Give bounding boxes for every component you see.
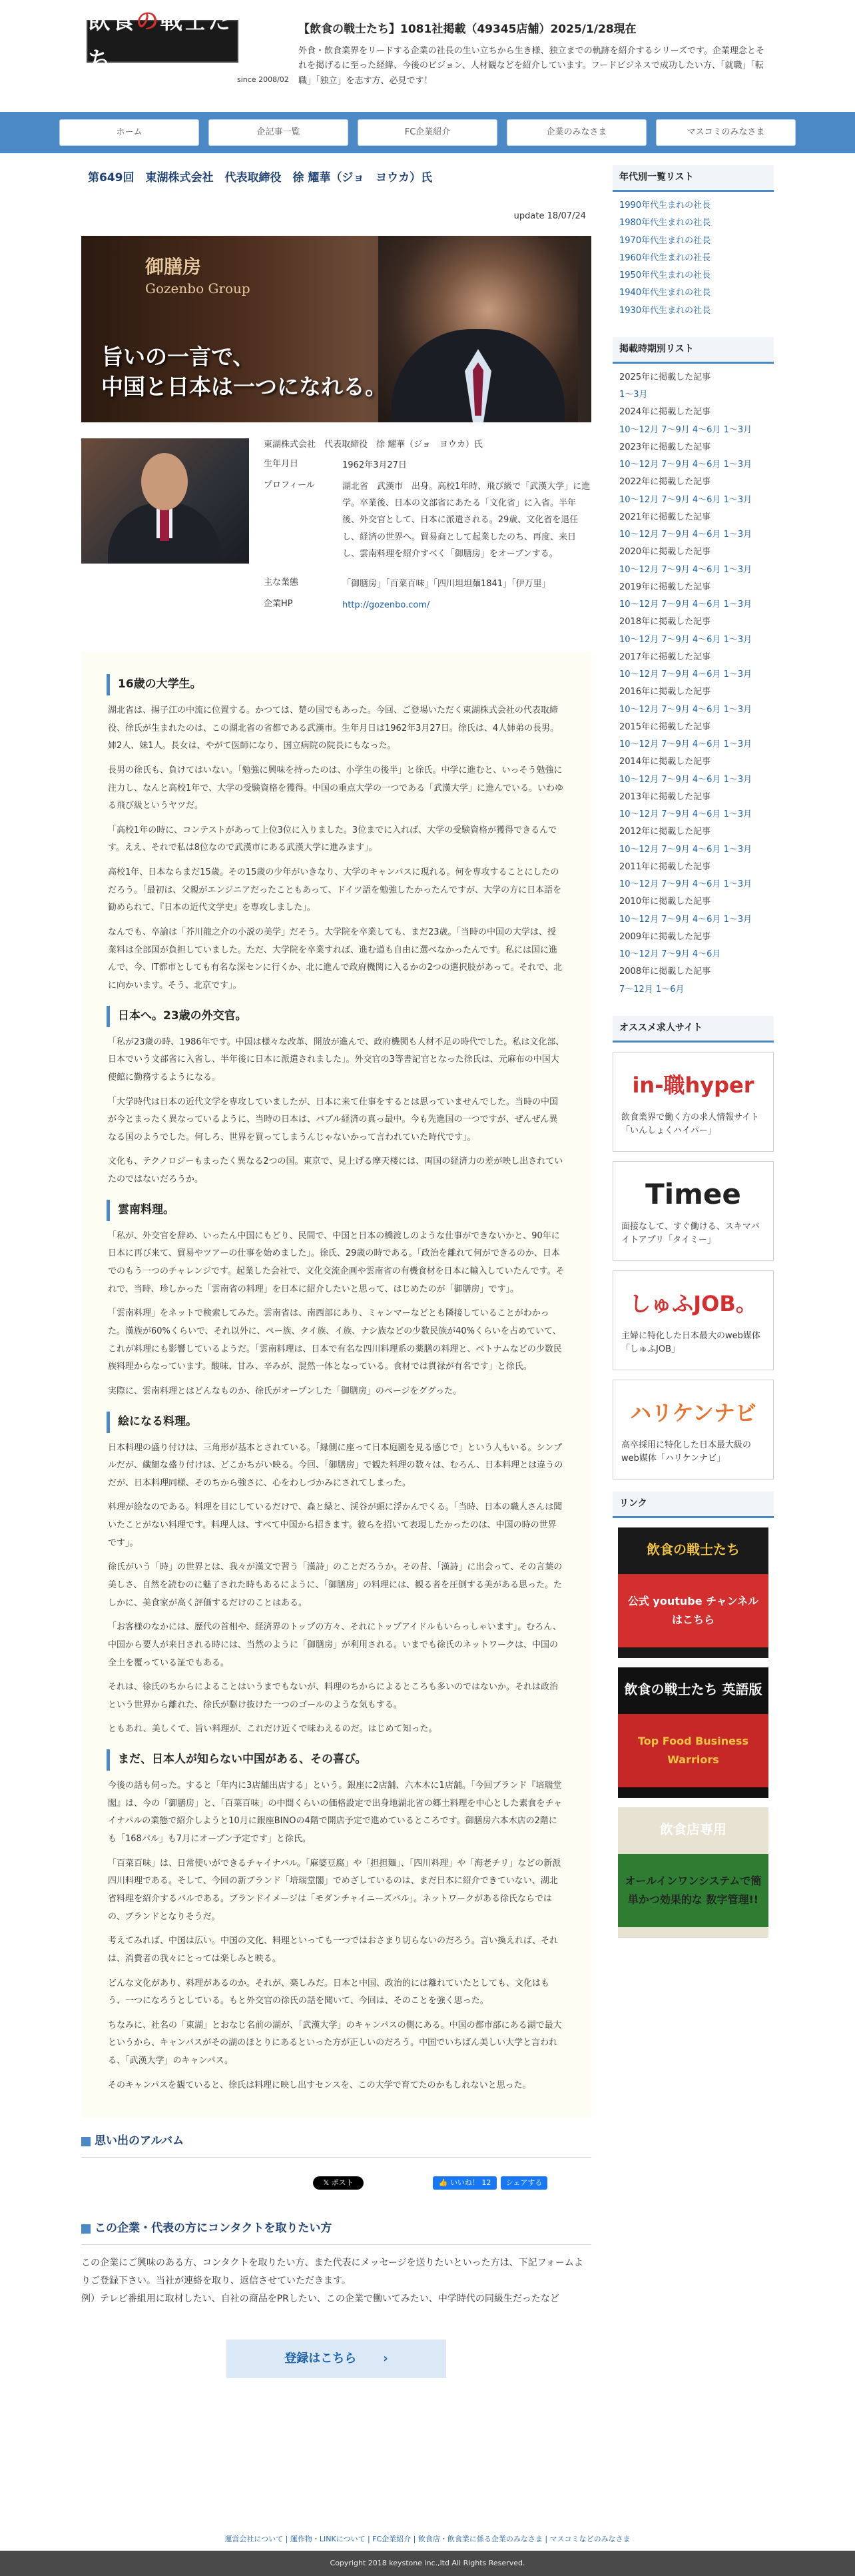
- hero-image: [81, 236, 591, 422]
- share-row: [81, 2164, 591, 2204]
- article-paragraph: 長男の徐氏も、負けてはいない。「勉強に興味を持ったのは、小学生の後半」と徐氏。中学に進むと、いっそう勉強に注力し、なんと高校1年で、大学の受験資格を獲得。中国の重点大学の一つである「武漢大学」に進んでいる。いわゆる飛び級というヤツだ。: [108, 765, 564, 811]
- x-post-button[interactable]: 𝕏 ポスト: [313, 2176, 364, 2190]
- article-paragraph: 「高校1年の時に、コンテストがあって上位3位に入りました。3位までに入れば、大学の受験資格が獲得できるんです。ええ、それで私は8位なので武漢市にある武漢大学に進みます」。: [108, 825, 557, 853]
- article-paragraph: 考えてみれば、中国は広い。中国の文化、料理といっても一つではおさまり切らないのだろう。言い換えれば、それは、消費者の我々にとっては楽しみと映る。: [108, 1936, 559, 1964]
- link-banner-subtitle: Top Food Business Warriors: [618, 1714, 768, 1787]
- article-paragraph: 徐氏がいう「時」の世界とは、我々が漢文で習う「漢詩」のことだろうか。その昔、「漢詩」に出会って、その言葉の美しさ、自然を読むのに魅了された時もあるにように、「御膳房」の料理には、観る者を圧倒する美がある思った。たしかに、美食家が高く評価するだけのことはある。: [108, 1562, 563, 1608]
- period-month-links[interactable]: 10〜12月 7〜9月 4〜6月 1〜3月: [619, 809, 752, 819]
- article-title: 第649回 東湖株式会社 代表取締役 徐 耀華（ジョ ヨウカ）氏: [88, 171, 433, 185]
- period-year-label: 2020年に掲載した記事: [619, 547, 711, 558]
- period-year-label: 2021年に掲載した記事: [619, 512, 711, 522]
- recommend-banner-logo: in-職hyper: [632, 1072, 754, 1098]
- period-month-links[interactable]: 10〜12月 7〜9月 4〜6月 1〜3月: [619, 669, 752, 679]
- recommend-banner[interactable]: [613, 1052, 774, 1152]
- period-year-label: 2022年に掲載した記事: [619, 477, 711, 488]
- period-year-label: 2011年に掲載した記事: [619, 861, 711, 872]
- period-year-label: 2009年に掲載した記事: [619, 931, 711, 942]
- link-banners: [613, 1527, 774, 1938]
- period-month-links[interactable]: 10〜12月 7〜9月 4〜6月 1〜3月: [619, 739, 752, 749]
- article-paragraph: そのキャンパスを観ていると、徐氏は料理に映し出すセンスを、この大学で育てたのかもしれないと思った。: [108, 2080, 531, 2090]
- period-year-label: 2013年に掲載した記事: [619, 791, 711, 802]
- link-banner-title: 飲食の戦士たち: [647, 1541, 740, 1557]
- contact-heading: この企業・代表の方にコンタクトを取りたい方: [81, 2219, 591, 2245]
- article-paragraph: 日本料理の盛り付けは、三角形が基本とされている。「縁側に座って日本庭園を見る感じで」という人もいる。シンプルだが、繊細な盛り付けは、どこかちがい映る。今回、「御膳房」で観た料理の数々は、むろん、日本料理とは違うのだが、日本料理同様、そのちから強さに、心をわしづかみにされてしまった。: [108, 1442, 563, 1488]
- period-month-links[interactable]: 1〜3月: [619, 390, 648, 400]
- birth-decade-link[interactable]: 1970年代生まれの社長: [619, 235, 711, 246]
- period-month-links[interactable]: 10〜12月 7〜9月 4〜6月 1〜3月: [619, 460, 752, 470]
- profile-row: 生年月日 1962年3月27日: [264, 459, 407, 471]
- period-month-links[interactable]: 10〜12月 7〜9月 4〜6月 1〜3月: [619, 634, 752, 645]
- link-banner-subtitle: 公式 youtube チャンネルはこちら: [618, 1574, 768, 1647]
- article-paragraph: 今後の話も伺った。すると「年内に3店舗出店する」という。銀座に2店舗、六本木に1店舗。「今回ブランド『培瑞堂閣』は、今の「御膳房」と、「百菜百味」の中間くらいの価格設定で出身地湖北省の郷土料理を中心とした素食をチャイナパルの業態で紹介しようと10月に銀座BINOの4階で開店予定で進めているところです。御膳房六本木店の2階にも「168パル」も7月にオープン予定です」と徐氏。: [108, 1781, 563, 1845]
- nav-companies[interactable]: 企業のみなさま: [507, 119, 647, 146]
- recommend-banner-logo: ハリケンナビ: [630, 1400, 756, 1426]
- header-description: 外食・飲食業界をリードする企業の社長の生い立ちから生き様、独立までの軌跡を紹介するシリーズです。企業理念とそれを掲げるに至った経緯、今後のビジョン、人材観などを紹介しています。フードビジネスで成功したい方、「就職」「転職」「独立」を志す方、必見です！: [298, 46, 764, 86]
- section-heading: 絵になる料理。: [107, 1412, 566, 1433]
- article-body: [81, 651, 591, 2117]
- link-banner-subtitle: オールインワンシステムで簡単かつ効果的な 数字管理!!: [618, 1854, 768, 1927]
- sidebar-heading-period: 掲載時期別リスト: [613, 337, 774, 364]
- period-year-label: 2017年に掲載した記事: [619, 651, 711, 662]
- album-heading: 思い出のアルバム: [81, 2132, 591, 2158]
- period-month-links[interactable]: 10〜12月 7〜9月 4〜6月 1〜3月: [619, 914, 752, 925]
- recommend-banner[interactable]: [613, 1380, 774, 1480]
- sidebar-heading-links: リンク: [613, 1492, 774, 1518]
- recommend-banner[interactable]: [613, 1270, 774, 1370]
- article-paragraph: ちなみに、社名の「東湖」とおなじ名前の湖が、「武漢大学」のキャンパスの側にある。中国の都市部にある湖で最大というから、キャンパスがその湖のほとりにあるといった方が正しいのだろう。中国でいちばん美しい大学と言われる、「武漢大学」のキャンパス。: [108, 2020, 562, 2066]
- period-month-links[interactable]: 10〜12月 7〜9月 4〜6月 1〜3月: [619, 564, 752, 575]
- nav-articles[interactable]: 企記事一覧: [208, 119, 348, 146]
- section-heading: 雲南料理。: [107, 1200, 566, 1221]
- profile-row: プロフィール 湖北省 武漢市 出身。高校1年時、飛び級で「武漢大学」に進学。卒業後、日本の文部省にあたる「文化省」に入省。半年後、外交官として、日本に派遣される。29歳、文化省を退任し、経済の世界へ。貿易商として起業したのち、再度、来日し、雲南料理を紹介すべく「御膳房」をオープンする。: [264, 480, 591, 560]
- nav-fc[interactable]: FC企業紹介: [358, 119, 497, 146]
- period-year-label: 2023年に掲載した記事: [619, 442, 711, 452]
- site-header: [0, 0, 855, 112]
- period-month-links[interactable]: 10〜12月 7〜9月 4〜6月 1〜3月: [619, 424, 752, 435]
- period-month-links[interactable]: 10〜12月 7〜9月 4〜6月 1〜3月: [619, 600, 752, 610]
- period-year-label: 2024年に掲載した記事: [619, 407, 711, 418]
- article-paragraph: 「百菜百味」は、日常使いができるチャイナバル。「麻婆豆腐」や「担担麺」、「四川料理」や「海老チリ」などの新派四川料理である。そして、今回の新ブランド「培瑞堂閣」でめざしているのは、まだ日本に紹介できていない、湖北省料理を紹介するバルである。ブランドイメージは「モダンチャイニーズバル」。ネットワークがある徐氏ならではの、ブランドとなりそうだ。: [108, 1858, 561, 1922]
- period-month-links[interactable]: 10〜12月 7〜9月 4〜6月 1〜3月: [619, 844, 752, 855]
- birth-decade-link[interactable]: 1990年代生まれの社長: [619, 201, 711, 211]
- article-paragraph: それは、徐氏のちからによることはいうまでもないが、料理のちからによるところも多いのではないか。それは政治という世界から離れた、徐氏が駆け抜けた一つのゴールのような気もする。: [108, 1682, 559, 1710]
- profile-row: 東湖株式会社 代表取締役 徐 耀華（ジョ ヨウカ）氏: [264, 440, 483, 450]
- period-month-links[interactable]: 10〜12月 7〜9月 4〜6月 1〜3月: [619, 704, 752, 715]
- period-year-label: 2010年に掲載した記事: [619, 897, 711, 907]
- recommend-banner-text: 主婦に特化した日本最大のweb媒体「しゅふJOB」: [621, 1330, 760, 1354]
- hero-brand-sub: Gozenbo Group: [145, 280, 250, 296]
- facebook-like-button[interactable]: 👍 いいね！ 12: [433, 2176, 497, 2190]
- article-paragraph: どんな文化があり、料理があるのか。それが、楽しみだ。日本と中国、政治的には離れていたとしても、文化はもう、一つになろうとしている。もと外交官の徐氏の話を聞いて、今回は、そのことを強く思った。: [108, 1978, 550, 2006]
- article-paragraph: 「大学時代は日本の近代文学を専攻していましたが、日本に来て仕事をするとは思っていませんでした。当時の中国が今とまったく異なっているように、当時の日本は、バブル経済の真っ最中。今も先進国の一つですが、ぜんぜん異なる国のようでした。何しろ、世界を買ってしまうんじゃないかって言われていた時代です」。: [108, 1096, 559, 1142]
- period-list: [613, 364, 774, 1004]
- birth-decade-link[interactable]: 1940年代生まれの社長: [619, 288, 711, 298]
- period-year-label: 2016年に掲載した記事: [619, 687, 711, 697]
- birth-decade-list: [613, 192, 774, 325]
- hero-headline: 旨いの一言で、 中国と日本は一つになれる。: [101, 344, 387, 400]
- link-banner-title: 飲食店専用: [660, 1821, 726, 1837]
- sidebar-heading-birth: 年代別一覧リスト: [613, 165, 774, 192]
- square-icon: [81, 2224, 91, 2234]
- period-year-label: 2012年に掲載した記事: [619, 827, 711, 837]
- birth-decade-link[interactable]: 1980年代生まれの社長: [619, 218, 711, 228]
- article-paragraph: なんでも、卒論は「芥川龍之介の小説の美学」だそう。大学院を卒業しても、まだ23歳。「当時の中国の大学は、授業料は全部国が負担していました。ただ、大学院を卒業すれば、進む道も自由に選べなかったんです。私には国に進んで、今、IT都市としても有名な深センに行くか、北に進んで政府機関に入るかの2つの選択肢があって。それで、北に向かいます。そう、北京です」。: [108, 927, 563, 991]
- chevron-right-icon: ›: [383, 2352, 388, 2365]
- birth-decade-link[interactable]: 1950年代生まれの社長: [619, 270, 711, 280]
- footer-copyright: Copyright 2018 keystone inc.,ltd All Rights Reserved.: [0, 2551, 855, 2576]
- logo-text: 飲食の戦士たち: [88, 7, 232, 74]
- link-banner[interactable]: [618, 1527, 768, 1658]
- nav-media[interactable]: マスコミのみなさま: [656, 119, 796, 146]
- profile-photo: [81, 438, 249, 564]
- article-paragraph: 「お客様のなかには、歴代の首相や、経済界のトップの方々、それにトップアイドルもいらっしゃいます」。むろん、中国から要人が来日される時には、当然のように「御膳房」が利用される。いまでも徐氏のネットワークは、中国の全土を覆っている証でもある。: [108, 1622, 562, 1668]
- global-nav: [0, 112, 855, 153]
- period-month-links[interactable]: 10〜12月 7〜9月 4〜6月 1〜3月: [619, 774, 752, 785]
- profile-row: 企業HP http://gozenbo.com/: [264, 598, 430, 610]
- article-paragraph: 料理が絵なのである。料理を目にしているだけで、森と緑と、渓谷が頭に浮かんでくる。「当時、日本の職人さんは聞いたことがない料理です。料理人は、すべて中国から招きます。彼らを招いて表現したかったのは、中国の時の世界です」。: [108, 1502, 563, 1548]
- article-paragraph: 「私が23歳の時、1986年です。中国は様々な改革、開放が進んで、政府機関も人材不足の時代でした。私は文化部、日本でいう文部省に入省し、半年後に日本に派遣されました」。外交官の3等書記官となった徐氏は、元麻布の中国大使館に勤務するようになる。: [108, 1037, 565, 1082]
- period-month-links[interactable]: 7〜12月 1〜6月: [619, 984, 685, 995]
- period-year-label: 2015年に掲載した記事: [619, 721, 711, 732]
- main-column: [81, 153, 591, 2378]
- recommend-banner-logo: Timee: [645, 1178, 741, 1210]
- article-paragraph: 「雲南料理」をネットで検索してみた。雲南省は、南西部にあり、ミャンマーなどとも隣接していることがわかった。漢族が60%くらいで、それ以外に、ペー族、タイ族、イ族、ナシ族などの少数民族が40%くらいを占めていて、これが料理にも影響しているようだ。「雲南料理は、日本で有名な四川料理系の薬膳の料理と、ベトナムなどの少数民族料理からなっています。酸味、甘み、辛みが、混然一体となっている。食材では貫禄が有名です」と徐氏。: [108, 1308, 562, 1372]
- footer-links[interactable]: 運営会社について | 運作物・LINKについて | FC企業紹介 | 飲食店・飲食業に係る企業のみなさま | マスコミなどのみなさま: [0, 2528, 855, 2551]
- recommend-banner-text: 面接なして、すぐ働ける、スキマバイトアプリ「タイミー」: [621, 1221, 760, 1245]
- article-update: update 18/07/24: [513, 211, 586, 221]
- period-year-label: 2019年に掲載した記事: [619, 582, 711, 592]
- link-banner[interactable]: [618, 1667, 768, 1798]
- company-homepage-link[interactable]: http://gozenbo.com/: [342, 600, 430, 610]
- nav-home[interactable]: ホーム: [59, 119, 199, 146]
- recommend-list: [613, 1052, 774, 1480]
- recommend-banner-text: 飲食業界で働く方の求人情報サイト「いんしょくハイパー」: [621, 1112, 760, 1136]
- register-button[interactable]: 登録はこちら ›: [226, 2340, 446, 2378]
- article-paragraph: 文化も、テクノロジーもまったく異なる2つの国。東京で、見上げる摩天楼には、両国の経済力の差が映し出されていたのではないだろうか。: [108, 1156, 563, 1185]
- section-heading: 日本へ。23歳の外交官。: [107, 1006, 566, 1027]
- recommend-banner-logo: しゅふJOB。: [629, 1290, 757, 1316]
- period-month-links[interactable]: 10〜12月 7〜9月 4〜6月: [619, 949, 721, 959]
- site-logo[interactable]: [87, 7, 238, 74]
- birth-decade-link[interactable]: 1930年代生まれの社長: [619, 305, 711, 316]
- birth-decade-link[interactable]: 1960年代生まれの社長: [619, 252, 711, 263]
- profile-block: [81, 438, 591, 651]
- period-month-links[interactable]: 10〜12月 7〜9月 4〜6月 1〜3月: [619, 879, 752, 889]
- period-month-links[interactable]: 10〜12月 7〜9月 4〜6月 1〜3月: [619, 530, 752, 540]
- profile-row: 主な業態 「御膳房」「百菜百味」「四川坦坦麺1841」「伊万里」: [264, 578, 551, 590]
- sidebar-heading-recommend: オススメ求人サイト: [613, 1016, 774, 1043]
- facebook-share-button[interactable]: シェアする: [501, 2176, 547, 2190]
- profile-table: [264, 434, 591, 616]
- period-year-label: 2014年に掲載した記事: [619, 757, 711, 767]
- period-month-links[interactable]: 10〜12月 7〜9月 4〜6月 1〜3月: [619, 494, 752, 505]
- article-paragraph: 実際に、雲南料理とはどんなものか、徐氏がオープンした「御膳房」のページをググった。: [108, 1386, 462, 1396]
- square-icon: [81, 2137, 91, 2146]
- section-heading: まだ、日本人が知らない中国がある、その喜び。: [107, 1749, 566, 1771]
- sidebar: [613, 153, 774, 1938]
- link-banner-title: 飲食の戦士たち 英語版: [624, 1681, 762, 1697]
- recommend-banner[interactable]: [613, 1161, 774, 1261]
- article-paragraph: ともあれ、美しくて、旨い料理が、これだけ近くで味わえるのだ。はじめて知った。: [108, 1724, 437, 1735]
- period-year-label: 2025年に掲載した記事: [619, 372, 711, 382]
- header-title: 【飲食の戦士たち】1081社掲載（49345店舗）2025/1/28現在: [298, 23, 637, 36]
- article-paragraph: 「私が、外交官を辞め、いったん中国にもどり、民間で、中国と日本の橋渡しのような仕事ができないかと、90年に日本に再び来て、貿易やツアーの仕事を始めました」。徐氏、29歳の時である。「政治を離れて何ができるのか、日本でのもう一つのチャレンジです。起業した会社で、文化交流企画や雲南省の有機食材を日本に輸入していたんです。それで、当時、珍しかった「雲南省の料理」を日本に紹介したいと思って、はじめたのが「御膳房」です」。: [108, 1230, 565, 1294]
- period-year-label: 2018年に掲載した記事: [619, 617, 711, 628]
- link-banner[interactable]: [618, 1807, 768, 1938]
- contact-text: この企業にご興味のある方、コンタクトを取りたい方、また代表にメッセージを送りたいといった方は、下記フォームよりご登録下さい。当社が連絡を取り、返信させていただきます。 例）テレビ番組用に取材したい、自社の商品をPRしたい、この企業で働いてみたい、中学時代の同級生だったなど: [81, 2257, 583, 2305]
- article-paragraph: 湖北省は、揚子江の中流に位置する。かつては、楚の国でもあった。今回、ご登場いただく東湖株式会社の代表取締役、徐氏が生まれたのは、この湖北省の省都である武漢市。生年月日は1962年3月27日。徐氏は、4人姉弟の長男。姉2人、妹1人。長女は、やがて医師になり、国立病院の院長にもなった。: [108, 705, 559, 751]
- logo-since: since 2008/02: [237, 75, 289, 84]
- hero-brand-logo: 御膳房: [145, 256, 202, 278]
- article-paragraph: 高校1年、日本ならまだ15歳。その15歳の少年がいきなり、大学のキャンパスに現れる。何を専攻することにしたのだろう。「最初は、父親がエンジニアだったこともあって、ドイツ語を勉強したかったんですが、大学の方に日本語を勧められて、『日本の近代文学史』を専攻しました」。: [108, 867, 562, 913]
- section-heading: 16歳の大学生。: [107, 674, 566, 695]
- period-year-label: 2008年に掲載した記事: [619, 967, 711, 977]
- recommend-banner-text: 高卒採用に特化した日本最大級のweb媒体「ハリケンナビ」: [621, 1440, 752, 1464]
